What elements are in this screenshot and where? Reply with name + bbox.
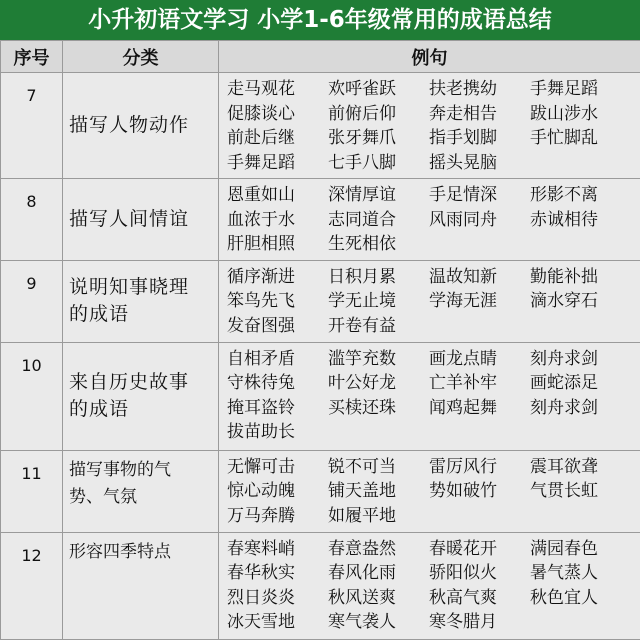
table-row	[1, 179, 640, 261]
row-idioms	[219, 450, 640, 532]
idiom-line	[227, 610, 640, 635]
idiom: 寒气袭人	[328, 612, 396, 632]
row-number: 8	[1, 179, 63, 261]
idiom: 春暖花开	[429, 538, 497, 559]
row-category: 来自历史故事 的成语	[63, 342, 219, 450]
row-number: 9	[1, 260, 63, 342]
header-category: 分类	[63, 41, 219, 73]
idiom: 温故知新	[429, 266, 497, 287]
idiom: 发奋图强	[227, 315, 295, 336]
idiom-line	[227, 151, 640, 176]
idiom-line	[227, 396, 640, 421]
idiom: 画龙点睛	[429, 348, 497, 369]
idiom: 循序渐进	[227, 266, 295, 287]
idiom: 指手划脚	[429, 128, 497, 148]
idiom: 暑气蒸人	[530, 563, 598, 583]
row-idioms	[219, 260, 640, 342]
idiom: 春华秋实	[227, 563, 295, 583]
idiom: 笨鸟先飞	[227, 291, 295, 311]
row-category: 描写人物动作	[63, 73, 219, 179]
idiom: 如履平地	[328, 505, 396, 526]
idiom	[530, 151, 631, 176]
row-idioms	[219, 532, 640, 639]
idiom: 画蛇添足	[530, 373, 598, 393]
idiom: 肝胆相照	[227, 234, 295, 254]
idiom-line	[227, 289, 640, 314]
idiom: 开卷有益	[328, 315, 396, 336]
table-row	[1, 342, 640, 450]
idiom	[429, 232, 530, 257]
idiom: 闻鸡起舞	[429, 397, 497, 418]
idiom: 惊心动魄	[227, 481, 295, 501]
idiom: 骄阳似火	[429, 563, 497, 583]
idiom: 滥竽充数	[328, 348, 396, 369]
idiom: 秋高气爽	[429, 587, 497, 608]
idiom: 勤能补拙	[530, 266, 598, 287]
idiom: 七手八脚	[328, 152, 396, 173]
table-row	[1, 73, 640, 179]
idiom: 铺天盖地	[328, 481, 396, 501]
row-category: 说明知事晓理 的成语	[63, 260, 219, 342]
idiom-line	[227, 586, 640, 611]
row-number: 12	[1, 532, 63, 639]
idiom-line	[227, 77, 640, 102]
idiom: 自相矛盾	[227, 348, 295, 369]
idiom	[530, 314, 631, 339]
idiom: 冰天雪地	[227, 612, 295, 632]
idiom: 叶公好龙	[328, 373, 396, 393]
idiom: 雷厉风行	[429, 456, 497, 477]
idiom	[530, 420, 631, 445]
idiom	[328, 420, 429, 445]
row-category: 描写事物的气 势、气氛	[63, 450, 219, 532]
idiom: 春意盎然	[328, 538, 396, 559]
idiom-line	[227, 232, 640, 257]
row-number: 11	[1, 450, 63, 532]
idiom: 掩耳盗铃	[227, 397, 295, 418]
idiom	[429, 504, 530, 529]
row-idioms	[219, 73, 640, 179]
idiom-line	[227, 265, 640, 290]
idiom	[429, 314, 530, 339]
idiom: 手舞足蹈	[227, 152, 295, 173]
idiom-line	[227, 183, 640, 208]
idiom: 走马观花	[227, 79, 295, 99]
idiom: 震耳欲聋	[530, 456, 598, 477]
idiom: 手足情深	[429, 185, 497, 205]
idiom: 无懈可击	[227, 456, 295, 477]
idiom: 势如破竹	[429, 481, 497, 501]
header-num: 序号	[1, 41, 63, 73]
idiom-line	[227, 455, 640, 480]
idiom: 万马奔腾	[227, 505, 295, 526]
idiom: 生死相依	[328, 234, 396, 254]
idiom: 扶老携幼	[429, 79, 497, 99]
table-row	[1, 450, 640, 532]
idiom: 拔苗助长	[227, 422, 295, 442]
idiom: 亡羊补牢	[429, 373, 497, 393]
idiom: 春寒料峭	[227, 538, 295, 559]
idiom-table	[0, 40, 640, 640]
idiom: 摇头晃脑	[429, 152, 497, 173]
idiom-line	[227, 561, 640, 586]
idiom: 恩重如山	[227, 185, 295, 205]
idiom: 手舞足蹈	[530, 79, 598, 99]
idiom: 春风化雨	[328, 563, 396, 583]
idiom-line	[227, 126, 640, 151]
idiom	[429, 420, 530, 445]
idiom: 风雨同舟	[429, 209, 497, 230]
idiom: 寒冬腊月	[429, 612, 497, 632]
table-header-row	[1, 41, 640, 73]
table-row	[1, 260, 640, 342]
idiom: 滴水穿石	[530, 291, 598, 311]
idiom: 深情厚谊	[328, 185, 396, 205]
idiom: 张牙舞爪	[328, 128, 396, 148]
idiom-line	[227, 504, 640, 529]
page-title: 小升初语文学习 小学1-6年级常用的成语总结	[0, 0, 640, 40]
row-idioms	[219, 342, 640, 450]
idiom-line	[227, 208, 640, 233]
row-number: 7	[1, 73, 63, 179]
idiom: 刻舟求剑	[530, 397, 598, 418]
idiom: 前俯后仰	[328, 103, 396, 124]
idiom: 欢呼雀跃	[328, 79, 396, 99]
idiom: 日积月累	[328, 266, 396, 287]
idiom	[530, 610, 631, 635]
idiom: 志同道合	[328, 209, 396, 230]
idiom: 奔走相告	[429, 103, 497, 124]
idiom: 守株待兔	[227, 373, 295, 393]
idiom: 秋色宜人	[530, 587, 598, 608]
table-row	[1, 532, 640, 639]
idiom-line	[227, 347, 640, 372]
idiom: 跋山涉水	[530, 103, 598, 124]
header-examples: 例句	[219, 41, 640, 73]
idiom: 刻舟求剑	[530, 348, 598, 369]
row-category: 形容四季特点	[63, 532, 219, 639]
idiom: 锐不可当	[328, 456, 396, 477]
row-number: 10	[1, 342, 63, 450]
idiom	[530, 232, 631, 257]
row-category: 描写人间情谊	[63, 179, 219, 261]
idiom: 前赴后继	[227, 128, 295, 148]
idiom-line	[227, 420, 640, 445]
idiom: 形影不离	[530, 185, 598, 205]
idiom: 秋风送爽	[328, 587, 396, 608]
idiom-line	[227, 371, 640, 396]
idiom-line	[227, 479, 640, 504]
idiom-line	[227, 314, 640, 339]
idiom: 血浓于水	[227, 209, 295, 230]
idiom-line	[227, 537, 640, 562]
idiom: 促膝谈心	[227, 103, 295, 124]
idiom: 满园春色	[530, 538, 598, 559]
idiom: 学海无涯	[429, 291, 497, 311]
idiom: 手忙脚乱	[530, 128, 598, 148]
row-idioms	[219, 179, 640, 261]
idiom: 赤诚相待	[530, 209, 598, 230]
idiom	[530, 504, 631, 529]
idiom: 买椟还珠	[328, 397, 396, 418]
idiom: 气贯长虹	[530, 481, 598, 501]
idiom: 烈日炎炎	[227, 587, 295, 608]
idiom-line	[227, 102, 640, 127]
idiom: 学无止境	[328, 291, 396, 311]
